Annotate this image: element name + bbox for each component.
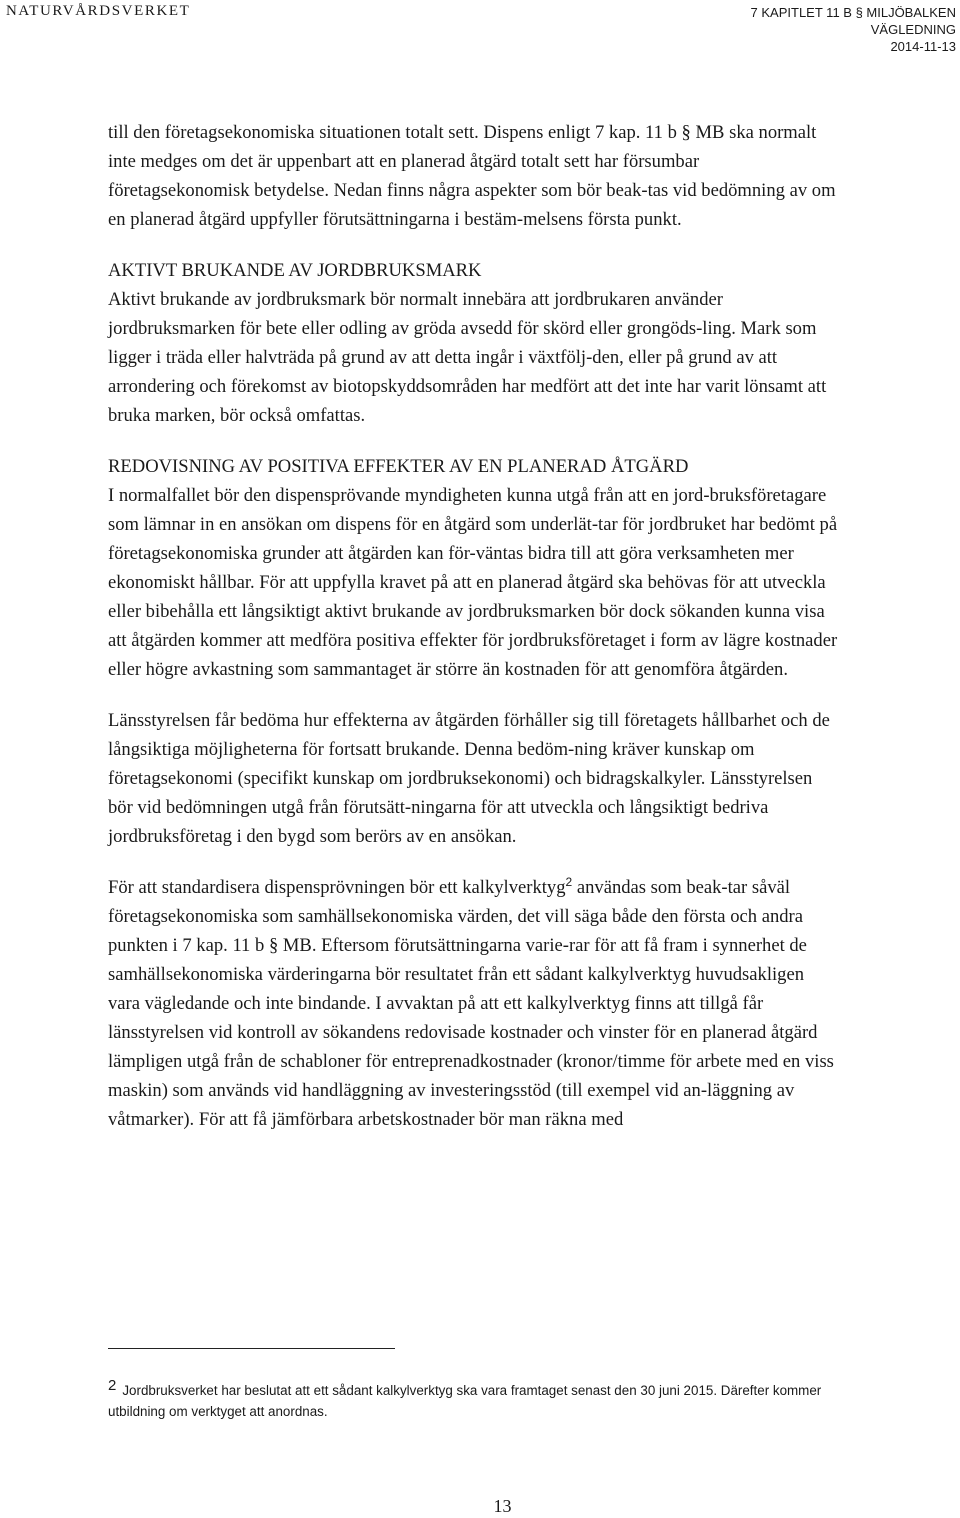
header-chapter: 7 KAPITLET 11 B § MILJÖBALKEN [750,5,956,20]
header-meta [751,4,956,55]
standardisation-text-a: För att standardisera dispensprövningen bör ett kalkylverktyg [108,877,566,898]
header-org: NATURVÅRDSVERKET [6,3,191,19]
footnote-divider [108,1348,395,1349]
footnote [108,1377,868,1422]
standardisation-text-b: användas som beak-tar såväl företagsekonomiska som samhällsekonomiska värden, det vill säga både den första och andra punkten i 7 kap. 11 b § MB. Eftersom förutsättningarna varie-rar för att få fram i synnerhet de samhällsekonomiska värderingarna bör resultatet från ett sådant kalkylverktyg huvudsakligen vara vägledande och inte bindande. I avvaktan på att ett kalkylverktyg finns att tillgå får länsstyrelsen vid kontroll av sökandens redovisade kostnader och vinster för en planerad åtgärd lämpligen utgå från de schabloner för entreprenadkostnader (kronor/timme för arbete med en viss maskin) som används vid handläggning av investeringsstöd (till exempel vid an-läggning av våtmarker). För att få jämförbara arbetskostnader bör man räkna med [108,877,834,1130]
page-number: 13 [493,1496,512,1516]
section1-heading: AKTIVT BRUKANDE AV JORDBRUKSMARK [108,260,482,281]
section2-heading: REDOVISNING AV POSITIVA EFFEKTER AV EN PLANERAD ÅTGÄRD [108,456,689,477]
header-date: 2014-11-13 [890,39,956,54]
footnote-number: 2 [108,1377,117,1394]
section1-body: Aktivt brukande av jordbruksmark bör normalt innebära att jordbrukaren använder jordbruksmarken för bete eller odling av gröda avsedd för skörd eller grongöds-ling. Mark som ligger i träda eller halvträda på grund av att detta ingår i växtfölj-den, eller på grund av att arrondering och förekomst av biotopskyddsområden har medfört att det inte har varit lönsamt att bruka marken, bör också omfattas. [108,289,827,426]
body-content [108,118,838,1134]
footnote-text: Jordbruksverket har beslutat att ett sådant kalkylverktyg ska vara framtaget senast den 30 juni 2015. Därefter kommer utbildning om verktyget att anordnas. [108,1383,822,1419]
section-active-farming [108,256,838,430]
section2-body: I normalfallet bör den dispensprövande myndigheten kunna utgå från att en jord-bruksföretagare som lämnar in en ansökan om dispens för en åtgärd som underlät-tar för jordbruket har bedömt på företagsekonomiska grunder att åtgärden kan för-väntas bidra till att göra verksamheten mer ekonomiskt hållbar. För att uppfylla kravet på att en planerad åtgärd ska behövas för att utveckla eller bibehålla ett långsiktigt aktivt brukande av jordbruksmarken bör dock sökanden kunna visa att åtgärden kommer att medföra positiva effekter för jordbruksföretaget i form av lägre kostnader eller högre avkastning som sammantaget är större än kostnaden för att genomföra åtgärden. [108,485,838,680]
header-doc-type: VÄGLEDNING [870,22,956,37]
section-positive-effects [108,452,838,684]
lansstyrelsen-paragraph: Länsstyrelsen får bedöma hur effekterna av åtgärden förhåller sig till företagets hållbarhet och de långsiktiga möjligheterna för fortsatt brukande. Denna bedöm-ning kräver kunskap om företagsekonomi (specifikt kunskap om jordbruksekonomi) och bidragskalkyler. Länsstyrelsen bör vid bedömningen utgå från förutsätt-ningarna för att utveckla och långsiktigt bedriva jordbruksföretag i den bygd som berörs av en ansökan. [108,710,830,847]
intro-paragraph: till den företagsekonomiska situationen totalt sett. Dispens enligt 7 kap. 11 b § MB ska normalt inte medges om det är uppenbart att en planerad åtgärd totalt sett har försumbar företagsekonomisk betydelse. Nedan finns några aspekter som bör beak-tas vid bedömning av om en planerad åtgärd uppfyller förutsättningarna i bestäm-melsens första punkt. [108,122,836,230]
footnote-ref[interactable]: 2 [565,875,573,889]
standardisation-paragraph [108,873,838,1134]
